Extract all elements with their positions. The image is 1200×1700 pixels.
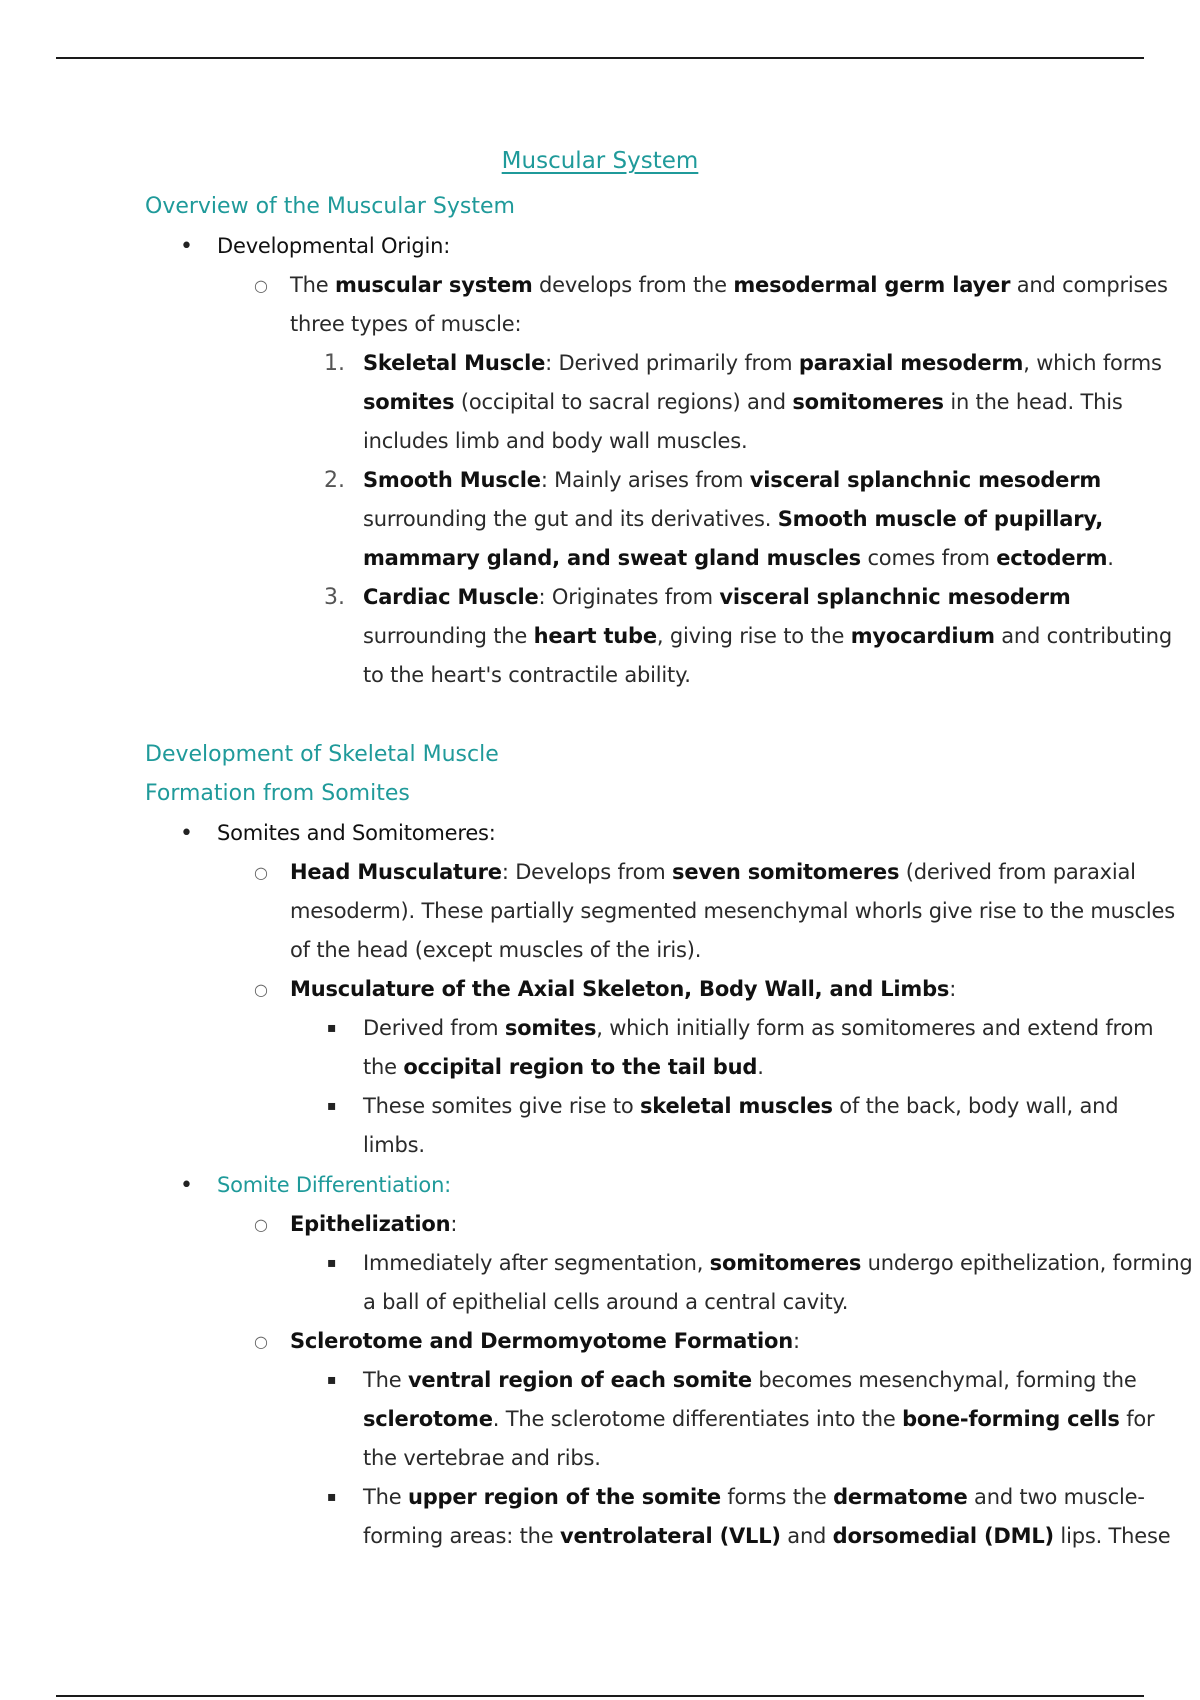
axial-s1-line-1: Derived from somites, which initially form as somitomeres and extend from	[363, 1016, 1154, 1040]
bullet-marker: •	[180, 1173, 193, 1198]
dev-origin-label: Developmental Origin:	[217, 234, 451, 258]
circle-marker: ○	[254, 863, 268, 882]
p1-line-2: three types of muscle:	[290, 312, 522, 336]
head-line-1: Head Musculature: Develops from seven somitomeres (derived from paraxial	[290, 860, 1136, 884]
square-marker: ▪	[327, 1020, 337, 1036]
item2-line-1: Smooth Muscle: Mainly arises from visceral splanchnic mesoderm	[363, 468, 1102, 492]
top-rule	[56, 57, 1144, 59]
sclero-s1-line-3: the vertebrae and ribs.	[363, 1446, 601, 1470]
head-line-2: mesoderm). These partially segmented mesenchymal whorls give rise to the muscles	[290, 899, 1175, 923]
list-number-1: 1.	[324, 351, 345, 376]
axial-label: Musculature of the Axial Skeleton, Body Wall, and Limbs:	[290, 977, 957, 1001]
circle-marker: ○	[254, 980, 268, 999]
sclero-label: Sclerotome and Dermomyotome Formation:	[290, 1329, 800, 1353]
overview-heading: Overview of the Muscular System	[145, 194, 515, 219]
somites-label: Somites and Somitomeres:	[217, 821, 496, 845]
square-marker: ▪	[327, 1098, 337, 1114]
epith-line-1: Immediately after segmentation, somitomeres undergo epithelization, forming	[363, 1251, 1193, 1275]
item3-line-3: to the heart's contractile ability.	[363, 663, 691, 687]
list-number-3: 3.	[324, 585, 345, 610]
item2-line-2: surrounding the gut and its derivatives. Smooth muscle of pupillary,	[363, 507, 1104, 531]
circle-marker: ○	[254, 276, 268, 295]
bullet-marker: •	[180, 821, 193, 846]
item1-line-3: includes limb and body wall muscles.	[363, 429, 748, 453]
bullet-marker: •	[180, 234, 193, 259]
axial-s2-line-2: limbs.	[363, 1133, 425, 1157]
development-heading: Development of Skeletal Muscle	[145, 742, 499, 767]
bottom-rule	[56, 1695, 1144, 1697]
page-title: Muscular System	[501, 148, 699, 174]
sclero-s2-line-2: forming areas: the ventrolateral (VLL) and dorsomedial (DML) lips. These	[363, 1524, 1171, 1548]
item1-line-1: Skeletal Muscle: Derived primarily from paraxial mesoderm, which forms	[363, 351, 1162, 375]
circle-marker: ○	[254, 1215, 268, 1234]
square-marker: ▪	[327, 1255, 337, 1271]
item3-line-2: surrounding the heart tube, giving rise to the myocardium and contributing	[363, 624, 1172, 648]
somite-diff-label: Somite Differentiation:	[217, 1173, 452, 1197]
sclero-s1-line-1: The ventral region of each somite becomes mesenchymal, forming the	[363, 1368, 1137, 1392]
epith-label: Epithelization:	[290, 1212, 458, 1236]
list-number-2: 2.	[324, 468, 345, 493]
axial-s2-line-1: These somites give rise to skeletal muscles of the back, body wall, and	[363, 1094, 1119, 1118]
sclero-s2-line-1: The upper region of the somite forms the dermatome and two muscle-	[363, 1485, 1145, 1509]
epith-line-2: a ball of epithelial cells around a central cavity.	[363, 1290, 849, 1314]
circle-marker: ○	[254, 1332, 268, 1351]
head-line-3: of the head (except muscles of the iris).	[290, 938, 702, 962]
item2-line-3: mammary gland, and sweat gland muscles comes from ectoderm.	[363, 546, 1114, 570]
square-marker: ▪	[327, 1489, 337, 1505]
p1-line-1: The muscular system develops from the mesodermal germ layer and comprises	[290, 273, 1168, 297]
somites-heading: Formation from Somites	[145, 781, 410, 806]
axial-s1-line-2: the occipital region to the tail bud.	[363, 1055, 764, 1079]
sclero-s1-line-2: sclerotome. The sclerotome differentiates into the bone-forming cells for	[363, 1407, 1155, 1431]
item1-line-2: somites (occipital to sacral regions) and somitomeres in the head. This	[363, 390, 1123, 414]
square-marker: ▪	[327, 1372, 337, 1388]
item3-line-1: Cardiac Muscle: Originates from visceral splanchnic mesoderm	[363, 585, 1071, 609]
